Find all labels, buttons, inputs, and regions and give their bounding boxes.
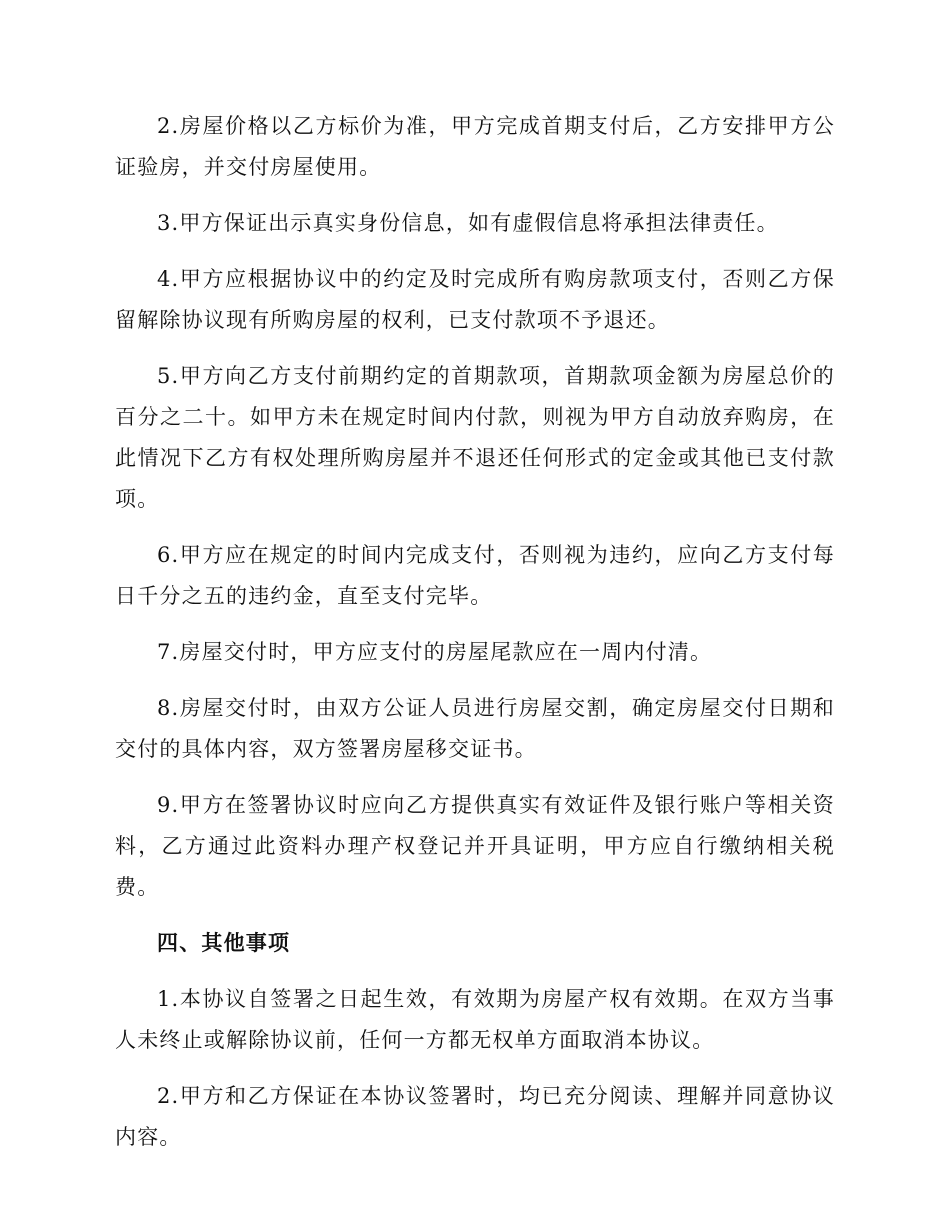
clause-2: 2.房屋价格以乙方标价为准，甲方完成首期支付后，乙方安排甲方公证验房，并交付房屋使用。 bbox=[115, 114, 835, 179]
clause-5: 5.甲方向乙方支付前期约定的首期款项，首期款项金额为房屋总价的百分之二十。如甲方未在规定时间内付款，则视为甲方自动放弃购房，在此情况下乙方有权处理所购房屋并不退还任何形式的定金或其他已支付款项。 bbox=[115, 364, 835, 511]
document-body bbox=[115, 106, 835, 1173]
other-clause-1: 1.本协议自签署之日起生效，有效期为房屋产权有效期。在双方当事人未终止或解除协议前，任何一方都无权单方面取消本协议。 bbox=[115, 987, 835, 1052]
clause-4: 4.甲方应根据协议中的约定及时完成所有购房款项支付，否则乙方保留解除协议现有所购房屋的权利，已支付款项不予退还。 bbox=[115, 267, 835, 332]
clause-7: 7.房屋交付时，甲方应支付的房屋尾款应在一周内付清。 bbox=[157, 640, 713, 664]
clause-8: 8.房屋交付时，由双方公证人员进行房屋交割，确定房屋交付日期和交付的具体内容，双方签署房屋移交证书。 bbox=[115, 696, 835, 761]
other-clause-2: 2.甲方和乙方保证在本协议签署时，均已充分阅读、理解并同意协议内容。 bbox=[115, 1084, 835, 1149]
clause-9: 9.甲方在签署协议时应向乙方提供真实有效证件及银行账户等相关资料，乙方通过此资料办理产权登记并开具证明，甲方应自行缴纳相关税费。 bbox=[115, 793, 835, 899]
clause-6: 6.甲方应在规定的时间内完成支付，否则视为违约，应向乙方支付每日千分之五的违约金，直至支付完毕。 bbox=[115, 543, 835, 608]
clause-3: 3.甲方保证出示真实身份信息，如有虚假信息将承担法律责任。 bbox=[157, 211, 779, 235]
section-heading-other-matters: 四、其他事项 bbox=[157, 931, 291, 955]
